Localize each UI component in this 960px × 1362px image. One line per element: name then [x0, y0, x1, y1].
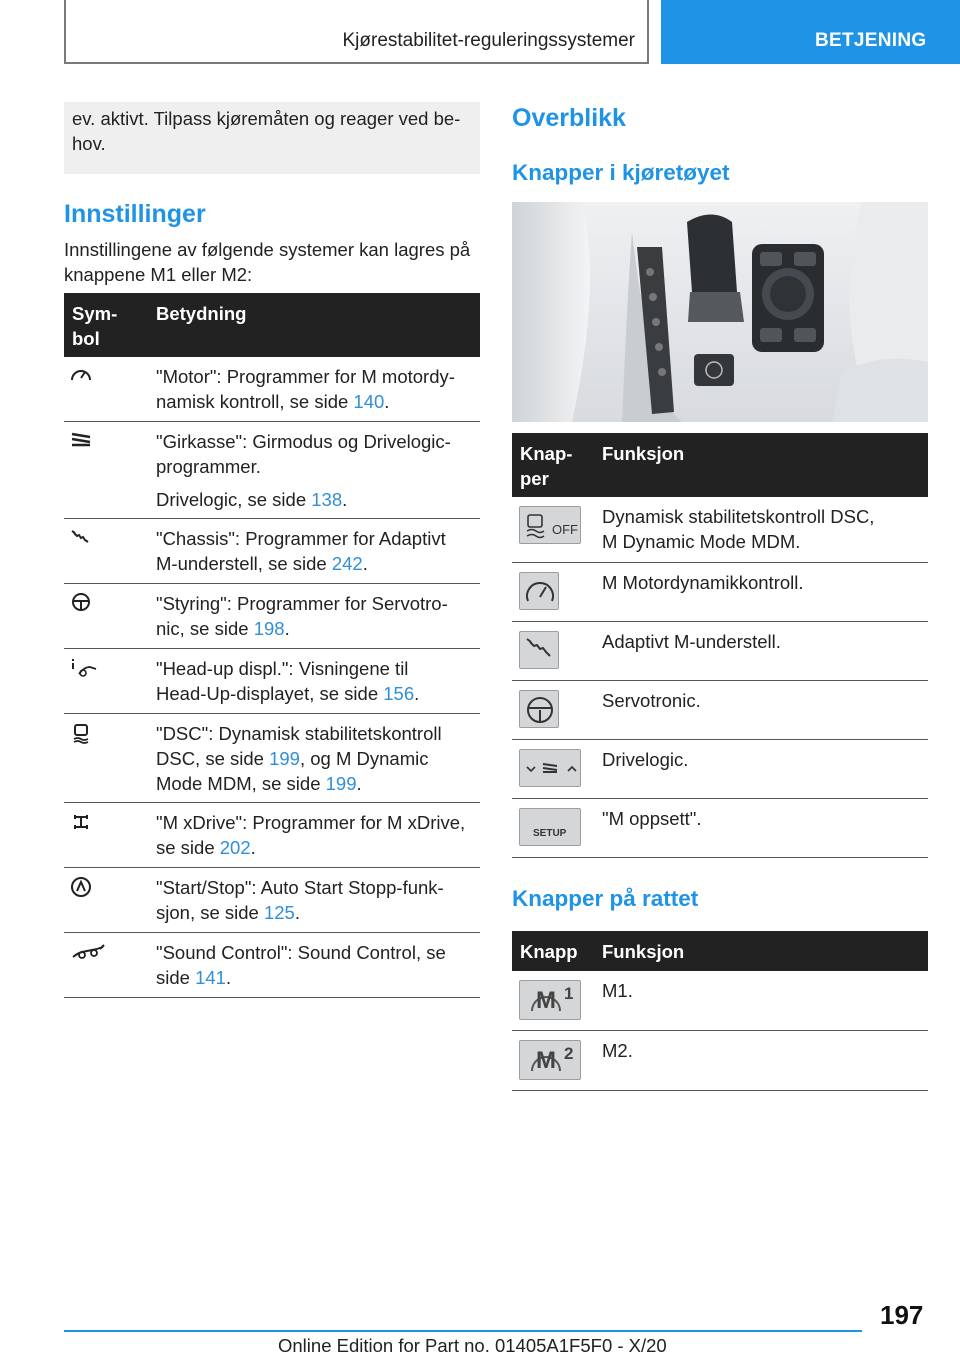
center-console-photo — [512, 202, 928, 422]
page-link[interactable]: 202 — [219, 837, 251, 858]
speedometer-icon — [70, 365, 92, 385]
header-section-box — [64, 0, 649, 64]
table-row: Drivelogic. — [512, 740, 928, 799]
table-row: "Head-up displ.": Visningene til Head-Up-displayet, se side 156. — [64, 649, 480, 714]
table-row: M 2 M2. — [512, 1031, 928, 1091]
head-up-display-icon — [70, 657, 98, 679]
table-row: M Motordynamikkontroll. — [512, 563, 928, 622]
vehicle-buttons-heading: Knapper i kjøretøyet — [512, 160, 730, 185]
table-row: "DSC": Dynamisk stabilitetskontroll DSC, se side 199, og M Dynamic Mode MDM, se side 199. — [64, 714, 480, 803]
dsc-off-button-icon: OFF — [519, 506, 581, 544]
footer-divider — [64, 1330, 862, 1332]
page-link[interactable]: 138 — [311, 489, 343, 510]
note-line: hov. — [72, 133, 106, 154]
m2-button-icon: M 2 — [519, 1040, 581, 1080]
col-function-header: Funksjon — [602, 443, 685, 464]
drivelogic-button-icon — [519, 749, 581, 787]
page-link[interactable]: 156 — [383, 683, 415, 704]
vehicle-buttons-table-header — [512, 433, 928, 497]
start-stop-icon — [70, 876, 92, 898]
steering-wheel-icon — [70, 592, 92, 612]
header-chapter-label: BETJENING — [815, 30, 927, 51]
table-row: "Start/Stop": Auto Start Stopp-funk- sjon, se side 125. — [64, 868, 480, 933]
overview-heading: Overblikk — [512, 104, 626, 132]
steering-buttons-table-header — [512, 931, 928, 971]
suspension-icon — [70, 527, 92, 547]
header-section-title: Kjørestabilitet-reguleringssystemer — [342, 30, 635, 51]
page-link[interactable]: 199 — [269, 748, 300, 769]
table-row: "Girkasse": Girmodus og Drivelogic- programmer. Drivelogic, se side 138. — [64, 422, 480, 519]
dsc-icon — [70, 722, 92, 744]
xdrive-icon — [70, 811, 92, 833]
table-row: M 1 M1. — [512, 971, 928, 1031]
intro-line: knappene M1 eller M2: — [64, 264, 253, 285]
settings-table — [64, 293, 480, 998]
table-row: Servotronic. — [512, 681, 928, 740]
table-row: "M xDrive": Programmer for M xDrive, se side 202. — [64, 803, 480, 868]
m-engine-dynamics-button-icon — [519, 572, 559, 610]
vehicle-buttons-table — [512, 433, 928, 858]
servotronic-button-icon — [519, 690, 559, 728]
col-buttons-header: Knap- per — [520, 443, 573, 489]
settings-intro — [64, 237, 484, 287]
steering-wheel-buttons-heading: Knapper på rattet — [512, 886, 699, 911]
table-row: "Sound Control": Sound Control, se side 141. — [64, 933, 480, 998]
steering-wheel-buttons-table — [512, 931, 928, 1091]
adaptive-suspension-button-icon — [519, 631, 559, 669]
col-meaning-header: Betydning — [156, 303, 247, 324]
col-symbol-header: Sym- bol — [72, 303, 118, 349]
sound-control-icon — [70, 941, 106, 963]
page-link[interactable]: 140 — [353, 391, 385, 412]
page-link[interactable]: 199 — [325, 773, 357, 794]
footer-edition-text: Online Edition for Part no. 01405A1F5F0 - X/20 — [278, 1335, 667, 1356]
settings-table-header — [64, 293, 480, 357]
table-row: OFF Dynamisk stabilitetskontroll DSC, M Dynamic Mode MDM. — [512, 497, 928, 563]
intro-line: Innstillingene av følgende systemer kan lagres på — [64, 239, 471, 260]
col-button-header: Knapp — [520, 941, 578, 962]
page-link[interactable]: 198 — [253, 618, 285, 639]
table-row: SETUP "M oppsett". — [512, 799, 928, 858]
page-link[interactable]: 125 — [263, 902, 295, 923]
page-link[interactable]: 242 — [331, 553, 363, 574]
note-box — [64, 102, 480, 174]
gearbox-icon — [70, 430, 92, 450]
settings-heading: Innstillinger — [64, 200, 206, 228]
header-chapter-tab[interactable] — [661, 0, 960, 64]
col-function-header: Funksjon — [602, 941, 685, 962]
setup-button-icon: SETUP — [519, 808, 581, 846]
page-link[interactable]: 141 — [195, 967, 226, 988]
table-row: Adaptivt M-understell. — [512, 622, 928, 681]
table-row: "Styring": Programmer for Servotro- nic, se side 198. — [64, 584, 480, 649]
table-row: "Chassis": Programmer for Adaptivt M-understell, se side 242. — [64, 519, 480, 584]
note-line: ev. aktivt. Tilpass kjøremåten og reager ved be- — [72, 108, 461, 129]
m1-button-icon: M 1 — [519, 980, 581, 1020]
table-row: "Motor": Programmer for M motordy- namisk kontroll, se side 140. — [64, 357, 480, 422]
page-number: 197 — [880, 1300, 924, 1330]
